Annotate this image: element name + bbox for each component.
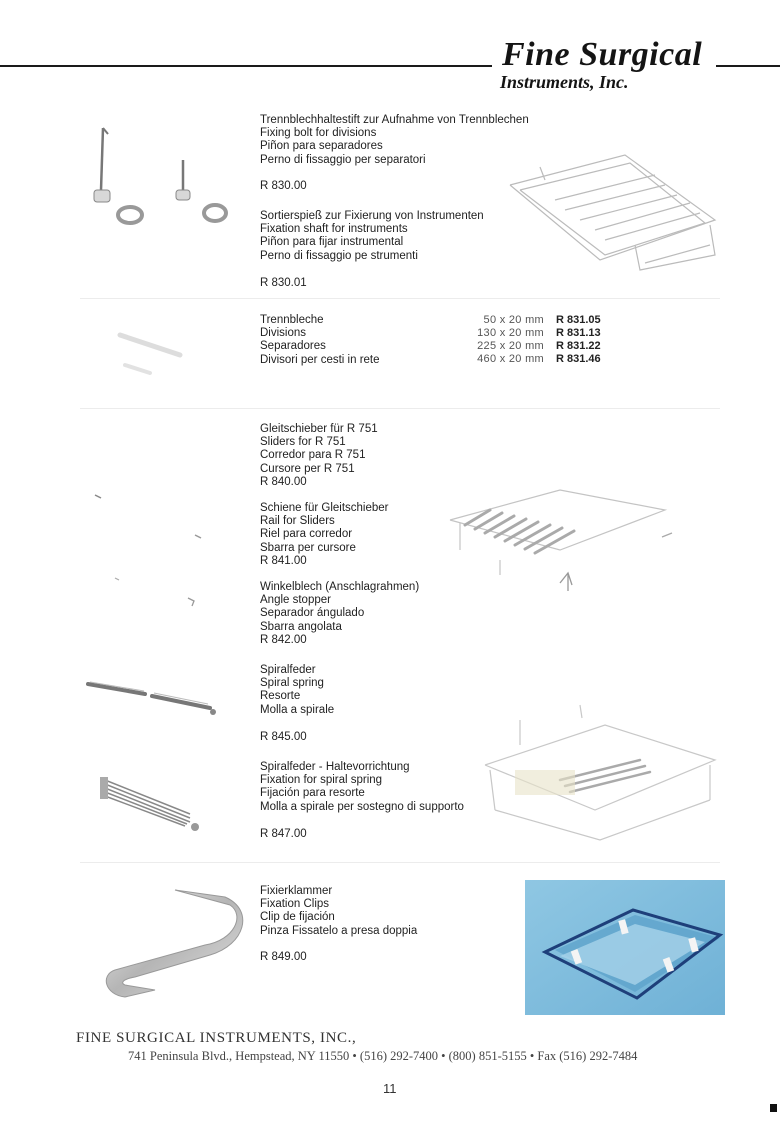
fixation-clips-code: R 849.00 [260,951,307,963]
header-rule-right [716,65,780,67]
divisions-size-row [440,327,601,340]
fixing-bolt-line-it: Perno di fissaggio per separatori [260,153,426,166]
divisions-illustration [110,325,190,385]
rail-line-en: Rail for Sliders [260,515,335,528]
spring-fixation-text [260,761,464,814]
divisions-size-row [440,340,601,353]
sliders-line-en: Sliders for R 751 [260,436,346,449]
angle-stopper-code: R 842.00 [260,633,307,646]
slider-parts-illustration [90,490,220,620]
page-number: 11 [383,1081,397,1096]
fixing-bolt-code: R 830.00 [260,180,307,192]
scan-mark [770,1104,777,1112]
spring-fixation-code: R 847.00 [260,828,307,840]
section-divider-1 [80,298,720,299]
fixation-clips-text [260,885,417,938]
separator-basket-illustration [505,145,720,280]
divisions-size: 50 x 20 mm [483,314,544,326]
fixation-clip-illustration [95,885,245,1005]
spiral-spring-line-de: Spiralfeder [260,664,316,676]
divisions-code: R 831.22 [556,340,601,352]
fixation-shaft-line-es: Piñon para fijar instrumental [260,236,404,249]
spring-basket-illustration [470,690,730,850]
spring-fixation-illustration [95,772,215,837]
spiral-spring-illustration [80,672,230,722]
rail-line-it: Sbarra per cursore [260,541,356,554]
divisions-line-es: Separadores [260,340,326,353]
divisions-text [260,314,380,367]
divisions-line-de: Trennbleche [260,314,324,326]
divisions-size-row [440,353,601,366]
section-divider-3 [80,862,720,863]
divisions-line-en: Divisions [260,327,307,340]
divisions-line-it: Divisori per cesti in rete [260,353,380,366]
fixing-bolt-line-en: Fixing bolt for divisions [260,127,377,140]
spiral-spring-text [260,664,334,717]
rail-line-es: Riel para corredor [260,528,353,541]
section-divider-2 [80,408,720,409]
fixing-bolt-line-de: Trennblechhaltestift zur Aufnahme von Trennblechen [260,114,529,126]
footer-company: FINE SURGICAL INSTRUMENTS, INC., [76,1030,357,1046]
fixation-shaft-line-en: Fixation shaft for instruments [260,223,408,236]
divisions-size-row [440,314,601,327]
sliders-line-es: Corredor para R 751 [260,449,366,462]
fixation-shaft-line-de: Sortierspieß zur Fixierung von Instrumenten [260,210,484,222]
fixing-bolt-text [260,114,529,167]
rail-line-de: Schiene für Gleitschieber [260,502,389,514]
fixation-shaft-text [260,210,484,263]
spiral-spring-code: R 845.00 [260,731,307,743]
divisions-code: R 831.13 [556,327,601,339]
spiral-spring-line-es: Resorte [260,690,301,703]
fixing-bolt-illustration [80,120,240,230]
spiral-spring-line-en: Spiral spring [260,677,324,690]
angle-stopper-line-es: Separador ángulado [260,607,365,620]
angle-stopper-line-en: Angle stopper [260,594,331,607]
angle-stopper-text [260,581,419,647]
spiral-spring-line-it: Molla a spirale [260,703,335,716]
spring-fixation-line-es: Fijación para resorte [260,787,365,800]
rail-code: R 841.00 [260,554,307,567]
divisions-code: R 831.46 [556,353,601,365]
fixation-shaft-code: R 830.01 [260,277,307,289]
sliders-code: R 840.00 [260,475,307,488]
brand-subtitle: Instruments, Inc. [500,72,629,92]
angle-stopper-line-it: Sbarra angolata [260,620,342,633]
divisions-code: R 831.05 [556,314,601,326]
fixation-clips-line-it: Pinza Fissatelo a presa doppia [260,924,418,937]
angle-stopper-line-de: Winkelblech (Anschlagrahmen) [260,581,420,593]
sliders-line-de: Gleitschieber für R 751 [260,423,378,435]
spring-fixation-line-de: Spiralfeder - Haltevorrichtung [260,761,410,773]
sliders-line-it: Cursore per R 751 [260,462,355,475]
spring-fixation-line-en: Fixation for spiral spring [260,774,383,787]
fixing-bolt-line-es: Piñon para separadores [260,140,383,153]
basket-cloth-photo [525,880,725,1015]
rail-basket-illustration [430,465,690,605]
brand-title: Fine Surgical [502,36,703,73]
rail-text [260,502,388,568]
sliders-text [260,423,378,489]
footer-address: 741 Peninsula Blvd., Hempstead, NY 11550 • (516) 292-7400 • (800) 851-5155 • Fax (516) 292-7484 [128,1049,638,1063]
header-rule-left [0,65,492,67]
fixation-clips-line-es: Clip de fijación [260,911,335,924]
spring-fixation-line-it: Molla a spirale per sostegno di supporto [260,800,464,813]
fixation-clips-line-de: Fixierklammer [260,885,333,897]
fixation-clips-line-en: Fixation Clips [260,898,330,911]
fixation-shaft-line-it: Perno di fissaggio pe strumenti [260,249,418,262]
divisions-size: 225 x 20 mm [477,340,544,352]
divisions-size: 460 x 20 mm [477,353,544,365]
divisions-size: 130 x 20 mm [477,327,544,339]
